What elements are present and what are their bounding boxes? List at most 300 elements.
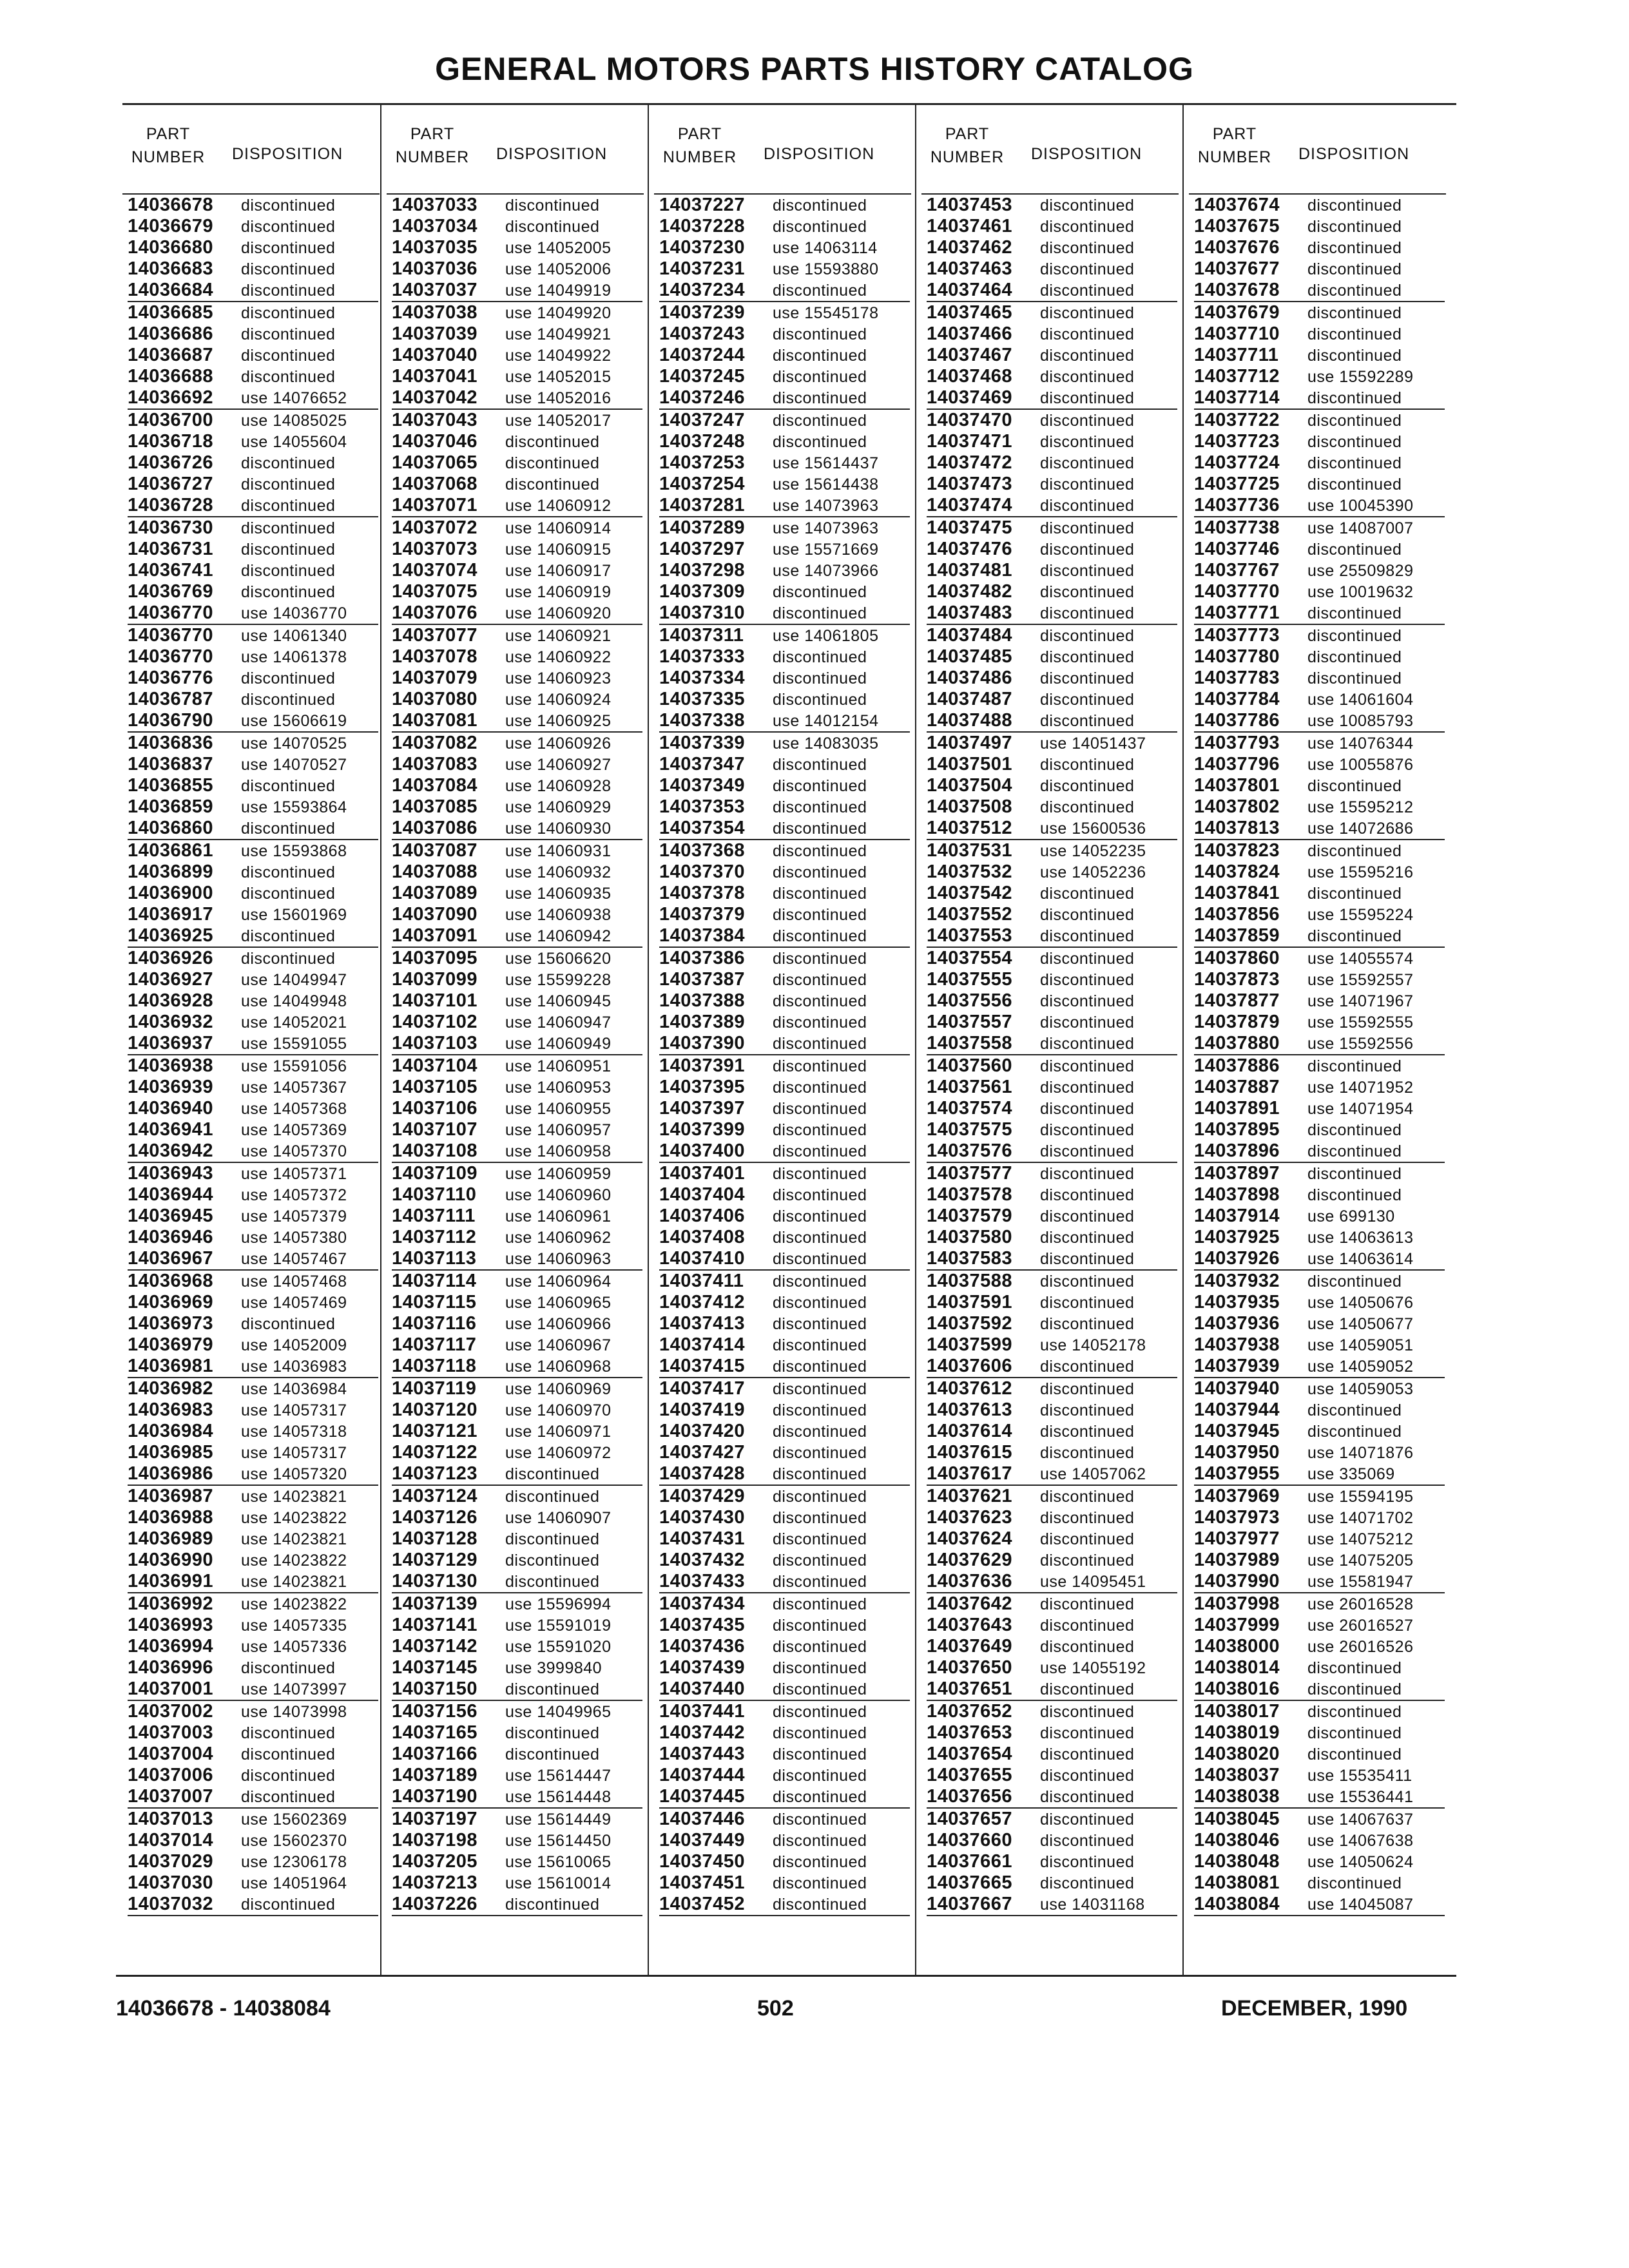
- table-row: [1194, 1809, 1445, 1830]
- disposition: use 14060966: [505, 1315, 612, 1333]
- disposition: discontinued: [773, 1186, 867, 1204]
- disposition: use 3999840: [505, 1659, 602, 1677]
- part-number: 14037891: [1194, 1098, 1280, 1119]
- part-number: 14037813: [1194, 818, 1280, 838]
- part-number: 14037065: [392, 452, 478, 473]
- disposition: discontinued: [241, 1659, 336, 1677]
- disposition: use 15614438: [773, 476, 879, 494]
- part-number: 14037488: [927, 710, 1013, 731]
- table-row: [1194, 560, 1445, 581]
- row-list: [128, 195, 378, 1916]
- part-number: 14036945: [128, 1206, 214, 1226]
- table-row: [659, 1206, 910, 1227]
- table-row: [659, 1894, 910, 1916]
- part-number: 14037649: [927, 1636, 1013, 1657]
- part-number: 14037099: [392, 969, 478, 990]
- column-header: [648, 122, 915, 193]
- disposition: use 14052009: [241, 1336, 347, 1354]
- part-number: 14036917: [128, 904, 214, 925]
- disposition: use 14060958: [505, 1142, 612, 1160]
- table-row: [392, 280, 642, 302]
- part-number-heading: [1186, 122, 1283, 169]
- table-row: [128, 258, 378, 280]
- part-number: 14036678: [128, 195, 214, 215]
- table-row: [392, 258, 642, 280]
- table-row: [1194, 840, 1445, 861]
- disposition: discontinued: [1040, 260, 1135, 278]
- disposition: discontinued: [241, 1767, 336, 1785]
- table-row: [1194, 1442, 1445, 1463]
- disposition: discontinued: [773, 842, 867, 860]
- part-number: 14037989: [1194, 1550, 1280, 1570]
- part-number: 14037643: [927, 1615, 1013, 1635]
- table-row: [128, 1486, 378, 1507]
- part-number: 14036686: [128, 323, 214, 344]
- table-row: [1194, 1292, 1445, 1313]
- disposition: use 14060971: [505, 1423, 612, 1441]
- table-row: [128, 969, 378, 990]
- disposition: discontinued: [241, 1896, 336, 1914]
- disposition: use 15600536: [1040, 820, 1146, 838]
- part-number: 14037474: [927, 495, 1013, 515]
- disposition: discontinued: [1040, 648, 1135, 666]
- part-number: 14037642: [927, 1593, 1013, 1614]
- disposition: discontinued: [505, 197, 600, 215]
- part-heading-line1: PART: [945, 125, 990, 143]
- disposition: discontinued: [1040, 1423, 1135, 1441]
- table-row: [927, 754, 1177, 775]
- part-number: 14037123: [392, 1463, 478, 1484]
- table-row: [659, 1313, 910, 1334]
- part-number: 14037780: [1194, 646, 1280, 667]
- part-number: 14037145: [392, 1657, 478, 1678]
- disposition: use 15593864: [241, 798, 347, 816]
- disposition: discontinued: [1040, 1273, 1135, 1291]
- table-row: [128, 474, 378, 495]
- disposition: use 15610014: [505, 1874, 612, 1892]
- table-row: [927, 1615, 1177, 1636]
- part-number: 14037002: [128, 1701, 214, 1722]
- table-row: [659, 539, 910, 560]
- part-number: 14037470: [927, 410, 1013, 430]
- part-number: 14036726: [128, 452, 214, 473]
- part-number: 14037035: [392, 237, 478, 258]
- table-row: [128, 1399, 378, 1421]
- table-row: [927, 581, 1177, 602]
- part-number: 14037417: [659, 1378, 746, 1399]
- disposition: use 14051437: [1040, 735, 1146, 753]
- part-number: 14036994: [128, 1636, 214, 1657]
- disposition: use 14070527: [241, 756, 347, 774]
- disposition: discontinued: [1307, 1121, 1402, 1139]
- table-row: [927, 495, 1177, 517]
- part-number: 14037379: [659, 904, 746, 925]
- part-number: 14036991: [128, 1571, 214, 1591]
- part-number: 14037879: [1194, 1012, 1280, 1032]
- table-row: [1194, 1012, 1445, 1033]
- part-number: 14036836: [128, 733, 214, 753]
- part-number: 14037089: [392, 883, 478, 903]
- table-row: [1194, 452, 1445, 474]
- disposition: discontinued: [773, 1595, 867, 1613]
- disposition: use 15591020: [505, 1638, 612, 1656]
- part-number: 14037592: [927, 1313, 1013, 1334]
- part-number: 14037029: [128, 1851, 214, 1872]
- part-number: 14037197: [392, 1809, 478, 1829]
- table-row: [392, 431, 642, 452]
- part-number: 14037090: [392, 904, 478, 925]
- part-number: 14036770: [128, 646, 214, 667]
- part-number: 14037013: [128, 1809, 214, 1829]
- disposition: discontinued: [241, 476, 336, 494]
- table-row: [1194, 883, 1445, 904]
- table-row: [392, 861, 642, 883]
- table-row: [927, 1507, 1177, 1528]
- table-row: [927, 646, 1177, 668]
- part-number: 14036967: [128, 1248, 214, 1269]
- disposition: discontinued: [1307, 541, 1402, 559]
- disposition: discontinued: [773, 412, 867, 430]
- table-row: [392, 1636, 642, 1657]
- part-number: 14037108: [392, 1140, 478, 1161]
- disposition: use 14071702: [1307, 1509, 1414, 1527]
- table-row: [927, 602, 1177, 625]
- part-number: 14037435: [659, 1615, 746, 1635]
- part-number: 14037841: [1194, 883, 1280, 903]
- part-number: 14037463: [927, 258, 1013, 279]
- disposition: use 14060923: [505, 669, 612, 687]
- part-number: 14037501: [927, 754, 1013, 774]
- disposition: use 14061340: [241, 627, 347, 645]
- part-number: 14036770: [128, 625, 214, 646]
- part-number: 14037434: [659, 1593, 746, 1614]
- table-row: [927, 1163, 1177, 1184]
- disposition: discontinued: [773, 1896, 867, 1914]
- part-number: 14037037: [392, 280, 478, 300]
- disposition: use 14049947: [241, 971, 347, 989]
- table-row: [927, 1486, 1177, 1507]
- disposition: discontinued: [773, 1444, 867, 1462]
- part-number: 14037591: [927, 1292, 1013, 1312]
- part-number: 14037990: [1194, 1571, 1280, 1591]
- part-number: 14037253: [659, 452, 746, 473]
- part-number: 14037078: [392, 646, 478, 667]
- part-number: 14037873: [1194, 969, 1280, 990]
- disposition: use 15595216: [1307, 863, 1414, 881]
- column-header: [915, 122, 1182, 193]
- disposition: discontinued: [1040, 304, 1135, 322]
- part-number: 14037117: [392, 1334, 477, 1355]
- catalog-column: [915, 103, 1182, 1975]
- table-row: [927, 1098, 1177, 1119]
- part-number: 14037397: [659, 1098, 746, 1119]
- part-number: 14038038: [1194, 1786, 1280, 1807]
- part-number: 14037043: [392, 410, 478, 430]
- part-number: 14037231: [659, 258, 746, 279]
- bottom-rule: [116, 1975, 1456, 1977]
- disposition: discontinued: [505, 1680, 600, 1698]
- table-row: [128, 1271, 378, 1292]
- part-number: 14037129: [392, 1550, 478, 1570]
- disposition: use 14036983: [241, 1358, 347, 1376]
- part-number: 14038081: [1194, 1872, 1280, 1893]
- disposition: use 14060964: [505, 1273, 612, 1291]
- table-row: [128, 1421, 378, 1442]
- disposition: use 14067637: [1307, 1811, 1414, 1829]
- disposition: discontinued: [1307, 604, 1402, 622]
- disposition: discontinued: [773, 1509, 867, 1527]
- table-row: [1194, 1098, 1445, 1119]
- disposition: discontinued: [773, 325, 867, 343]
- table-row: [128, 689, 378, 710]
- table-row: [392, 733, 642, 754]
- table-row: [927, 883, 1177, 904]
- disposition: discontinued: [1307, 476, 1402, 494]
- disposition: discontinued: [241, 347, 336, 365]
- disposition: discontinued: [1040, 1250, 1135, 1268]
- table-row: [659, 1098, 910, 1119]
- disposition: discontinued: [1040, 1853, 1135, 1871]
- disposition: discontinued: [1040, 1444, 1135, 1462]
- disposition: discontinued: [1040, 669, 1135, 687]
- part-number-heading: [120, 122, 217, 169]
- disposition: discontinued: [773, 1100, 867, 1118]
- disposition: use 14057467: [241, 1250, 347, 1268]
- part-number: 14037230: [659, 237, 746, 258]
- disposition: use 14073997: [241, 1680, 347, 1698]
- part-number: 14038037: [1194, 1765, 1280, 1785]
- disposition: discontinued: [773, 1273, 867, 1291]
- disposition: use 14060945: [505, 992, 612, 1010]
- disposition: discontinued: [1307, 197, 1402, 215]
- disposition: discontinued: [1040, 239, 1135, 257]
- part-number: 14037661: [927, 1851, 1013, 1872]
- disposition: use 15599228: [505, 971, 612, 989]
- disposition: discontinued: [241, 1788, 336, 1806]
- disposition: use 15571669: [773, 541, 879, 559]
- disposition: use 15535411: [1307, 1767, 1412, 1785]
- disposition: discontinued: [773, 1057, 867, 1075]
- disposition: discontinued: [1040, 1142, 1135, 1160]
- disposition: discontinued: [1040, 906, 1135, 924]
- part-number: 14037333: [659, 646, 746, 667]
- part-number: 14037445: [659, 1786, 746, 1807]
- disposition: discontinued: [241, 218, 336, 236]
- disposition: use 14060968: [505, 1358, 612, 1376]
- part-number: 14036790: [128, 710, 214, 731]
- disposition: discontinued: [773, 1229, 867, 1247]
- part-number: 14037228: [659, 216, 746, 236]
- table-row: [659, 1615, 910, 1636]
- table-row: [1194, 754, 1445, 775]
- disposition: use 14060917: [505, 562, 612, 580]
- disposition: discontinued: [1307, 347, 1402, 365]
- disposition: use 14060921: [505, 627, 612, 645]
- table-row: [392, 1399, 642, 1421]
- part-number: 14037955: [1194, 1463, 1280, 1484]
- table-row: [659, 1744, 910, 1765]
- table-row: [128, 883, 378, 904]
- part-number: 14037722: [1194, 410, 1280, 430]
- disposition: discontinued: [1040, 1595, 1135, 1613]
- part-number: 14037004: [128, 1744, 214, 1764]
- table-row: [1194, 1334, 1445, 1356]
- part-number: 14037973: [1194, 1507, 1280, 1528]
- part-number: 14037621: [927, 1486, 1013, 1506]
- table-row: [392, 1593, 642, 1615]
- part-number: 14037936: [1194, 1313, 1280, 1334]
- disposition: use 26016528: [1307, 1595, 1414, 1613]
- part-number: 14036899: [128, 861, 214, 882]
- part-number: 14036925: [128, 925, 214, 946]
- row-list: [659, 195, 910, 1916]
- table-row: [1194, 495, 1445, 517]
- part-number: 14037213: [392, 1872, 478, 1893]
- disposition: use 14073998: [241, 1703, 347, 1721]
- table-row: [128, 387, 378, 410]
- table-row: [1194, 581, 1445, 602]
- disposition: discontinued: [505, 1724, 600, 1742]
- disposition: use 15614449: [505, 1811, 612, 1829]
- disposition: use 14045087: [1307, 1896, 1414, 1914]
- table-row: [1194, 1421, 1445, 1442]
- disposition: discontinued: [1040, 1617, 1135, 1635]
- table-row: [392, 1809, 642, 1830]
- part-number: 14037651: [927, 1678, 1013, 1699]
- table-row: [659, 1722, 910, 1744]
- disposition: discontinued: [773, 1659, 867, 1677]
- disposition: use 14057369: [241, 1121, 347, 1139]
- table-row: [1194, 904, 1445, 925]
- part-heading-line2: NUMBER: [930, 148, 1005, 166]
- part-number: 14037245: [659, 366, 746, 387]
- part-number: 14037079: [392, 668, 478, 688]
- table-row: [1194, 195, 1445, 216]
- table-row: [128, 1722, 378, 1744]
- part-number: 14037462: [927, 237, 1013, 258]
- disposition: use 699130: [1307, 1207, 1395, 1225]
- table-row: [392, 1356, 642, 1378]
- disposition: discontinued: [505, 454, 600, 472]
- disposition: discontinued: [1040, 712, 1135, 730]
- table-row: [1194, 1077, 1445, 1098]
- table-row: [659, 258, 910, 280]
- part-number: 14037353: [659, 796, 746, 817]
- part-number: 14037391: [659, 1055, 746, 1076]
- disposition: use 15592557: [1307, 971, 1414, 989]
- disposition: use 15614448: [505, 1788, 612, 1806]
- part-number: 14037118: [392, 1356, 477, 1376]
- disposition: discontinued: [1307, 1659, 1402, 1677]
- disposition: discontinued: [1040, 1035, 1135, 1053]
- disposition: discontinued: [1040, 927, 1135, 945]
- part-number: 14037420: [659, 1421, 746, 1441]
- catalog-table: [116, 103, 1456, 1975]
- disposition: use 14052005: [505, 239, 612, 257]
- table-row: [927, 216, 1177, 237]
- part-number: 14037464: [927, 280, 1013, 300]
- table-row: [659, 1442, 910, 1463]
- table-row: [927, 775, 1177, 796]
- disposition: discontinued: [1307, 1273, 1402, 1291]
- disposition: use 14060932: [505, 863, 612, 881]
- disposition: use 14052017: [505, 412, 612, 430]
- disposition: use 14031168: [1040, 1896, 1145, 1914]
- disposition: discontinued: [1040, 1294, 1135, 1312]
- table-row: [128, 1334, 378, 1356]
- part-number: 14037675: [1194, 216, 1280, 236]
- disposition-heading: DISPOSITION: [764, 145, 875, 163]
- disposition: discontinued: [773, 1767, 867, 1785]
- table-row: [392, 495, 642, 517]
- disposition: discontinued: [773, 368, 867, 386]
- table-row: [927, 1463, 1177, 1486]
- table-row: [659, 1119, 910, 1140]
- disposition: use 14060929: [505, 798, 612, 816]
- part-number: 14037431: [659, 1528, 746, 1549]
- part-number: 14037349: [659, 775, 746, 796]
- table-row: [128, 1184, 378, 1206]
- part-number: 14036946: [128, 1227, 214, 1247]
- table-row: [927, 1119, 1177, 1140]
- table-row: [1194, 280, 1445, 302]
- part-number: 14037449: [659, 1830, 746, 1850]
- table-row: [1194, 1206, 1445, 1227]
- table-row: [659, 237, 910, 258]
- disposition: discontinued: [1307, 282, 1402, 300]
- table-row: [128, 539, 378, 560]
- table-row: [659, 646, 910, 668]
- part-number: 14036900: [128, 883, 214, 903]
- disposition: use 14012154: [773, 712, 879, 730]
- part-heading-line1: PART: [146, 125, 191, 143]
- table-row: [659, 517, 910, 539]
- disposition: discontinued: [773, 1079, 867, 1097]
- table-row: [392, 948, 642, 969]
- table-row: [927, 387, 1177, 410]
- table-row: [392, 1615, 642, 1636]
- table-row: [1194, 646, 1445, 668]
- part-number: 14037433: [659, 1571, 746, 1591]
- part-number: 14037938: [1194, 1334, 1280, 1355]
- disposition: discontinued: [773, 1874, 867, 1892]
- disposition: use 14083035: [773, 735, 879, 753]
- part-number: 14038019: [1194, 1722, 1280, 1743]
- part-number: 14037338: [659, 710, 746, 731]
- part-number: 14037006: [128, 1765, 214, 1785]
- table-row: [927, 560, 1177, 581]
- table-row: [128, 646, 378, 668]
- part-number: 14037617: [927, 1463, 1013, 1484]
- table-row: [1194, 1744, 1445, 1765]
- column-separator: [1182, 103, 1184, 1975]
- table-row: [1194, 539, 1445, 560]
- disposition: discontinued: [1040, 197, 1135, 215]
- part-number: 14038046: [1194, 1830, 1280, 1850]
- table-row: [392, 1140, 642, 1163]
- part-number: 14037497: [927, 733, 1013, 753]
- disposition: discontinued: [241, 669, 336, 687]
- table-row: [392, 216, 642, 237]
- disposition: use 14023821: [241, 1488, 347, 1506]
- table-row: [128, 1206, 378, 1227]
- disposition: discontinued: [1040, 562, 1135, 580]
- table-row: [392, 452, 642, 474]
- table-row: [927, 1851, 1177, 1872]
- part-number: 14037465: [927, 302, 1013, 323]
- disposition: discontinued: [1040, 583, 1135, 601]
- table-row: [128, 1463, 378, 1486]
